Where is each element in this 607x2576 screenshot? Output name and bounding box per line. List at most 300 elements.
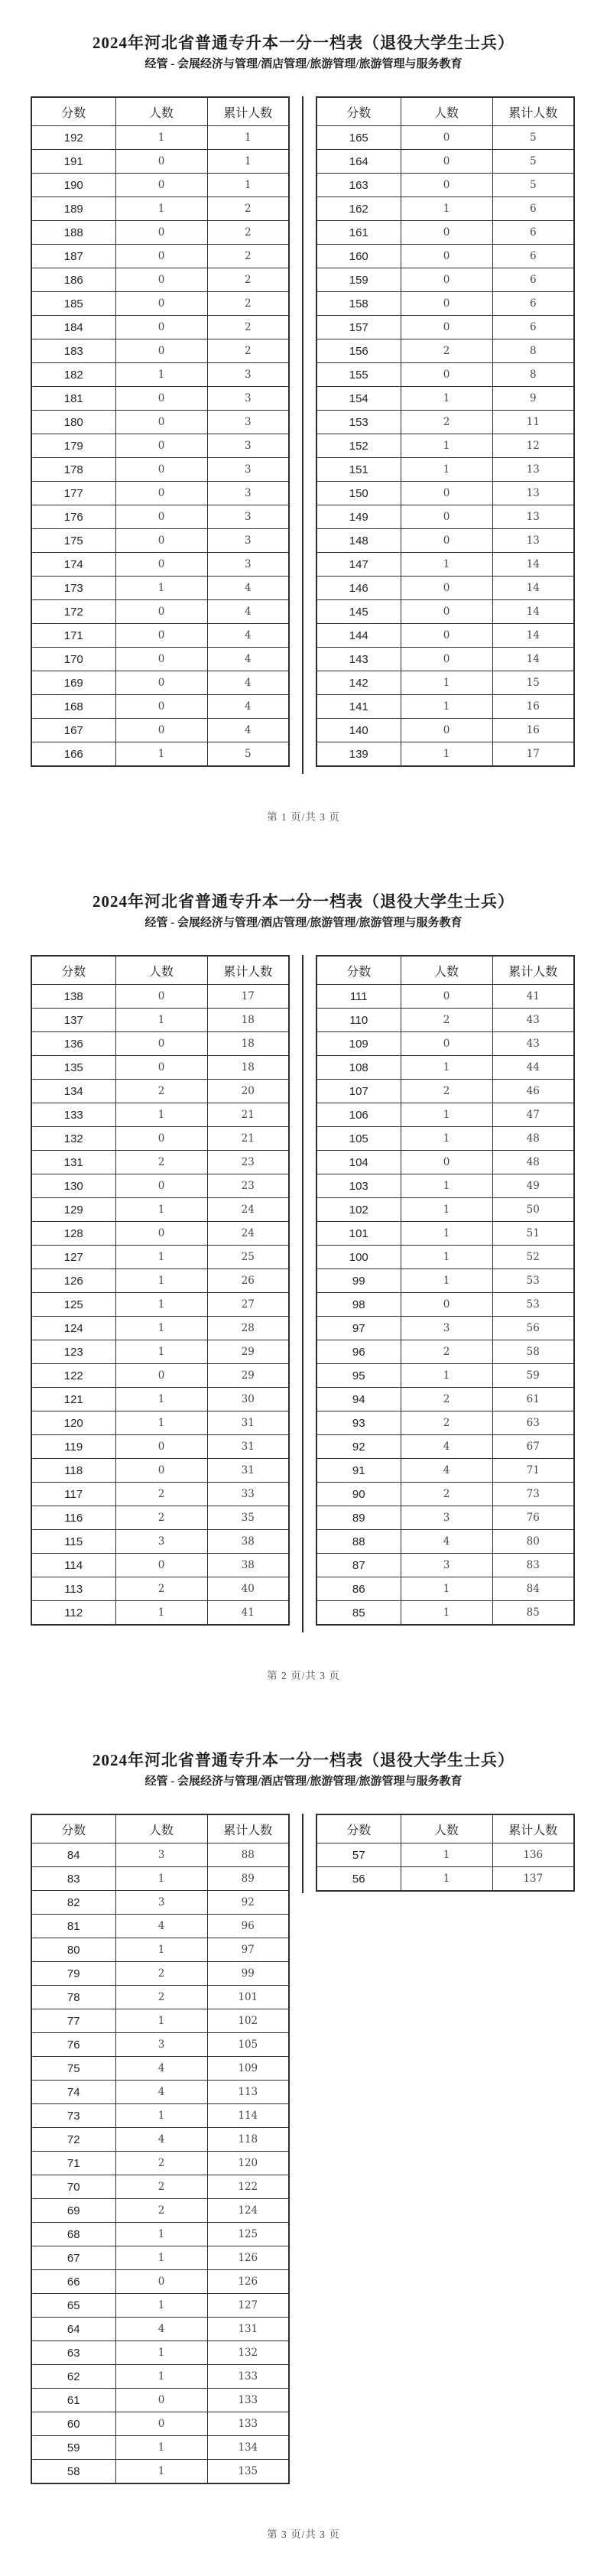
column-header-score: 分数 bbox=[31, 97, 115, 126]
table-row bbox=[31, 197, 289, 221]
table-row bbox=[31, 1364, 289, 1388]
count-cell: 4 bbox=[401, 1459, 492, 1483]
table-row bbox=[316, 505, 574, 529]
count-cell: 1 bbox=[401, 1364, 492, 1388]
table-row bbox=[31, 2294, 289, 2318]
table-row bbox=[316, 742, 574, 767]
table-row bbox=[31, 1915, 289, 1938]
count-cell: 0 bbox=[115, 624, 207, 648]
table-row bbox=[316, 624, 574, 648]
score-cell: 190 bbox=[31, 174, 115, 197]
column-divider-line bbox=[302, 1814, 304, 1893]
score-cell: 116 bbox=[31, 1506, 115, 1530]
table-row bbox=[316, 1198, 574, 1222]
table-row bbox=[31, 1938, 289, 1962]
count-cell: 0 bbox=[401, 268, 492, 292]
cumulative-cell: 92 bbox=[207, 1891, 289, 1915]
score-cell: 73 bbox=[31, 2104, 115, 2128]
table-row bbox=[316, 1246, 574, 1269]
count-cell: 2 bbox=[401, 1080, 492, 1103]
cumulative-cell: 25 bbox=[207, 1246, 289, 1269]
cumulative-cell: 2 bbox=[207, 221, 289, 245]
cumulative-cell: 31 bbox=[207, 1459, 289, 1483]
table-row bbox=[316, 1293, 574, 1317]
column-header-count: 人数 bbox=[115, 97, 207, 126]
table-row bbox=[316, 1222, 574, 1246]
table-row bbox=[316, 363, 574, 387]
cumulative-cell: 15 bbox=[492, 671, 574, 695]
count-cell: 0 bbox=[115, 150, 207, 174]
score-cell: 99 bbox=[316, 1269, 401, 1293]
score-cell: 95 bbox=[316, 1364, 401, 1388]
cumulative-cell: 9 bbox=[492, 387, 574, 411]
cumulative-cell: 16 bbox=[492, 695, 574, 719]
cumulative-cell: 120 bbox=[207, 2152, 289, 2175]
count-cell: 4 bbox=[115, 2128, 207, 2152]
score-cell: 89 bbox=[316, 1506, 401, 1530]
count-cell: 1 bbox=[115, 1388, 207, 1411]
table-row bbox=[31, 1080, 289, 1103]
count-cell: 0 bbox=[401, 1032, 492, 1056]
table-row bbox=[31, 600, 289, 624]
count-cell: 0 bbox=[401, 1151, 492, 1174]
count-cell: 1 bbox=[401, 553, 492, 577]
score-cell: 188 bbox=[31, 221, 115, 245]
cumulative-cell: 31 bbox=[207, 1435, 289, 1459]
cumulative-cell: 13 bbox=[492, 529, 574, 553]
score-cell: 79 bbox=[31, 1962, 115, 1986]
score-cell: 158 bbox=[316, 292, 401, 316]
cumulative-cell: 47 bbox=[492, 1103, 574, 1127]
score-cell: 161 bbox=[316, 221, 401, 245]
table-row bbox=[31, 1340, 289, 1364]
score-table-right bbox=[316, 96, 575, 767]
table-row bbox=[316, 339, 574, 363]
count-cell: 3 bbox=[115, 1843, 207, 1867]
score-cell: 142 bbox=[316, 671, 401, 695]
column-header-score: 分数 bbox=[316, 956, 401, 985]
cumulative-cell: 3 bbox=[207, 458, 289, 482]
cumulative-cell: 56 bbox=[492, 1317, 574, 1340]
cumulative-cell: 4 bbox=[207, 671, 289, 695]
table-row bbox=[31, 2246, 289, 2270]
count-cell: 1 bbox=[115, 1317, 207, 1340]
count-cell: 2 bbox=[401, 339, 492, 363]
column-header-score: 分数 bbox=[316, 1814, 401, 1843]
table-row bbox=[31, 1891, 289, 1915]
table-row bbox=[316, 1340, 574, 1364]
cumulative-cell: 118 bbox=[207, 2128, 289, 2152]
cumulative-cell: 14 bbox=[492, 648, 574, 671]
cumulative-cell: 102 bbox=[207, 2009, 289, 2033]
count-cell: 1 bbox=[401, 1843, 492, 1867]
score-cell: 71 bbox=[31, 2152, 115, 2175]
table-row bbox=[31, 529, 289, 553]
table-row bbox=[31, 1388, 289, 1411]
table-row bbox=[31, 1411, 289, 1435]
column-header-count: 人数 bbox=[401, 97, 492, 126]
count-cell: 1 bbox=[115, 2460, 207, 2484]
count-cell: 0 bbox=[401, 719, 492, 742]
score-cell: 115 bbox=[31, 1530, 115, 1554]
score-cell: 133 bbox=[31, 1103, 115, 1127]
cumulative-cell: 44 bbox=[492, 1056, 574, 1080]
count-cell: 1 bbox=[115, 577, 207, 600]
cumulative-cell: 13 bbox=[492, 482, 574, 505]
column-header-cumulative: 累计人数 bbox=[492, 97, 574, 126]
count-cell: 0 bbox=[401, 648, 492, 671]
table-row bbox=[31, 268, 289, 292]
header-row bbox=[316, 956, 574, 985]
table-row bbox=[31, 671, 289, 695]
table-row bbox=[316, 1056, 574, 1080]
cumulative-cell: 97 bbox=[207, 1938, 289, 1962]
cumulative-cell: 20 bbox=[207, 1080, 289, 1103]
table-row bbox=[31, 411, 289, 434]
count-cell: 1 bbox=[115, 2341, 207, 2365]
score-cell: 60 bbox=[31, 2412, 115, 2436]
cumulative-cell: 3 bbox=[207, 363, 289, 387]
score-cell: 144 bbox=[316, 624, 401, 648]
count-cell: 0 bbox=[401, 600, 492, 624]
table-row bbox=[31, 1577, 289, 1601]
table-row bbox=[316, 1364, 574, 1388]
table-row bbox=[31, 553, 289, 577]
count-cell: 1 bbox=[115, 1293, 207, 1317]
cumulative-cell: 126 bbox=[207, 2246, 289, 2270]
score-cell: 173 bbox=[31, 577, 115, 600]
cumulative-cell: 105 bbox=[207, 2033, 289, 2057]
count-cell: 2 bbox=[115, 2175, 207, 2199]
cumulative-cell: 11 bbox=[492, 411, 574, 434]
count-cell: 0 bbox=[115, 1032, 207, 1056]
count-cell: 0 bbox=[401, 577, 492, 600]
column-header-score: 分数 bbox=[31, 1814, 115, 1843]
page-subtitle: 经管 - 会展经济与管理/酒店管理/旅游管理/旅游管理与服务教育 bbox=[144, 58, 463, 70]
table-row bbox=[31, 719, 289, 742]
cumulative-cell: 38 bbox=[207, 1530, 289, 1554]
score-cell: 178 bbox=[31, 458, 115, 482]
score-cell: 117 bbox=[31, 1483, 115, 1506]
column-header-count: 人数 bbox=[115, 956, 207, 985]
table-row bbox=[316, 1601, 574, 1626]
table-row bbox=[316, 411, 574, 434]
count-cell: 0 bbox=[401, 363, 492, 387]
header-row bbox=[316, 1814, 574, 1843]
table-row bbox=[31, 1554, 289, 1577]
score-cell: 156 bbox=[316, 339, 401, 363]
score-cell: 111 bbox=[316, 985, 401, 1009]
table-row bbox=[316, 197, 574, 221]
table-row bbox=[316, 1009, 574, 1032]
table-row bbox=[316, 1103, 574, 1127]
cumulative-cell: 61 bbox=[492, 1388, 574, 1411]
cumulative-cell: 5 bbox=[207, 742, 289, 767]
table-row bbox=[316, 126, 574, 150]
cumulative-cell: 12 bbox=[492, 434, 574, 458]
table-row bbox=[31, 1986, 289, 2009]
table-row bbox=[31, 1317, 289, 1340]
score-cell: 93 bbox=[316, 1411, 401, 1435]
score-cell: 56 bbox=[316, 1867, 401, 1892]
score-cell: 77 bbox=[31, 2009, 115, 2033]
count-cell: 0 bbox=[115, 2412, 207, 2436]
table-row bbox=[31, 2033, 289, 2057]
table-row bbox=[31, 1506, 289, 1530]
score-cell: 183 bbox=[31, 339, 115, 363]
cumulative-cell: 5 bbox=[492, 174, 574, 197]
table-row bbox=[316, 1577, 574, 1601]
table-row bbox=[31, 363, 289, 387]
count-cell: 1 bbox=[115, 1340, 207, 1364]
count-cell: 0 bbox=[401, 150, 492, 174]
score-cell: 86 bbox=[316, 1577, 401, 1601]
cumulative-cell: 30 bbox=[207, 1388, 289, 1411]
count-cell: 1 bbox=[115, 197, 207, 221]
table-row bbox=[316, 245, 574, 268]
table-row bbox=[31, 1222, 289, 1246]
table-row bbox=[31, 1435, 289, 1459]
count-cell: 1 bbox=[401, 1103, 492, 1127]
table-row bbox=[31, 985, 289, 1009]
table-row bbox=[31, 126, 289, 150]
count-cell: 2 bbox=[401, 1009, 492, 1032]
count-cell: 1 bbox=[401, 1222, 492, 1246]
count-cell: 1 bbox=[115, 2365, 207, 2389]
count-cell: 4 bbox=[115, 2081, 207, 2104]
count-cell: 1 bbox=[115, 1938, 207, 1962]
count-cell: 0 bbox=[115, 458, 207, 482]
table-row bbox=[316, 292, 574, 316]
table-row bbox=[316, 1483, 574, 1506]
count-cell: 1 bbox=[401, 387, 492, 411]
cumulative-cell: 51 bbox=[492, 1222, 574, 1246]
score-cell: 123 bbox=[31, 1340, 115, 1364]
score-cell: 135 bbox=[31, 1056, 115, 1080]
cumulative-cell: 76 bbox=[492, 1506, 574, 1530]
cumulative-cell: 125 bbox=[207, 2223, 289, 2246]
table-row bbox=[31, 695, 289, 719]
count-cell: 1 bbox=[401, 197, 492, 221]
count-cell: 0 bbox=[115, 339, 207, 363]
score-cell: 182 bbox=[31, 363, 115, 387]
score-cell: 112 bbox=[31, 1601, 115, 1626]
table-row bbox=[31, 1530, 289, 1554]
count-cell: 0 bbox=[401, 316, 492, 339]
cumulative-cell: 122 bbox=[207, 2175, 289, 2199]
count-cell: 2 bbox=[115, 1080, 207, 1103]
count-cell: 1 bbox=[115, 2104, 207, 2128]
cumulative-cell: 67 bbox=[492, 1435, 574, 1459]
table-row bbox=[31, 1601, 289, 1626]
cumulative-cell: 1 bbox=[207, 174, 289, 197]
cumulative-cell: 24 bbox=[207, 1198, 289, 1222]
score-cell: 141 bbox=[316, 695, 401, 719]
table-row bbox=[31, 742, 289, 767]
score-cell: 78 bbox=[31, 1986, 115, 2009]
column-header-cumulative: 累计人数 bbox=[207, 1814, 289, 1843]
table-row bbox=[31, 2270, 289, 2294]
table-row bbox=[31, 2365, 289, 2389]
table-row bbox=[316, 174, 574, 197]
cumulative-cell: 27 bbox=[207, 1293, 289, 1317]
score-cell: 110 bbox=[316, 1009, 401, 1032]
count-cell: 3 bbox=[401, 1317, 492, 1340]
count-cell: 1 bbox=[401, 1198, 492, 1222]
page-3 bbox=[0, 1717, 607, 2576]
count-cell: 1 bbox=[115, 2009, 207, 2033]
count-cell: 2 bbox=[401, 1340, 492, 1364]
count-cell: 0 bbox=[115, 174, 207, 197]
count-cell: 0 bbox=[115, 553, 207, 577]
cumulative-cell: 17 bbox=[492, 742, 574, 767]
score-cell: 68 bbox=[31, 2223, 115, 2246]
cumulative-cell: 16 bbox=[492, 719, 574, 742]
count-cell: 0 bbox=[401, 174, 492, 197]
score-cell: 62 bbox=[31, 2365, 115, 2389]
table-row bbox=[31, 505, 289, 529]
count-cell: 4 bbox=[401, 1530, 492, 1554]
count-cell: 4 bbox=[115, 1915, 207, 1938]
cumulative-cell: 41 bbox=[207, 1601, 289, 1626]
cumulative-cell: 2 bbox=[207, 245, 289, 268]
table-row bbox=[31, 2460, 289, 2484]
table-row bbox=[31, 1962, 289, 1986]
table-row bbox=[31, 1174, 289, 1198]
count-cell: 0 bbox=[115, 2389, 207, 2412]
count-cell: 1 bbox=[115, 1269, 207, 1293]
count-cell: 2 bbox=[115, 1962, 207, 1986]
count-cell: 1 bbox=[115, 363, 207, 387]
table-row bbox=[31, 245, 289, 268]
score-cell: 107 bbox=[316, 1080, 401, 1103]
table-row bbox=[31, 174, 289, 197]
cumulative-cell: 6 bbox=[492, 292, 574, 316]
column-header-count: 人数 bbox=[401, 1814, 492, 1843]
table-row bbox=[316, 719, 574, 742]
cumulative-cell: 136 bbox=[492, 1843, 574, 1867]
score-cell: 105 bbox=[316, 1127, 401, 1151]
cumulative-cell: 4 bbox=[207, 624, 289, 648]
cumulative-cell: 14 bbox=[492, 577, 574, 600]
count-cell: 0 bbox=[115, 1364, 207, 1388]
score-cell: 121 bbox=[31, 1388, 115, 1411]
count-cell: 1 bbox=[401, 1174, 492, 1198]
table-row bbox=[31, 2412, 289, 2436]
score-cell: 185 bbox=[31, 292, 115, 316]
page-footer: 第 3 页/共 3 页 bbox=[267, 2529, 340, 2540]
page-title: 2024年河北省普通专升本一分一档表（退役大学生士兵） bbox=[93, 34, 514, 52]
count-cell: 0 bbox=[115, 1459, 207, 1483]
count-cell: 1 bbox=[115, 1103, 207, 1127]
cumulative-cell: 114 bbox=[207, 2104, 289, 2128]
table-row bbox=[31, 387, 289, 411]
score-cell: 153 bbox=[316, 411, 401, 434]
column-header-cumulative: 累计人数 bbox=[492, 956, 574, 985]
table-row bbox=[316, 577, 574, 600]
score-cell: 168 bbox=[31, 695, 115, 719]
table-row bbox=[31, 1483, 289, 1506]
cumulative-cell: 50 bbox=[492, 1198, 574, 1222]
count-cell: 1 bbox=[115, 1246, 207, 1269]
cumulative-cell: 21 bbox=[207, 1127, 289, 1151]
cumulative-cell: 13 bbox=[492, 505, 574, 529]
cumulative-cell: 4 bbox=[207, 719, 289, 742]
cumulative-cell: 6 bbox=[492, 245, 574, 268]
cumulative-cell: 2 bbox=[207, 316, 289, 339]
score-cell: 154 bbox=[316, 387, 401, 411]
table-row bbox=[31, 2341, 289, 2365]
cumulative-cell: 101 bbox=[207, 1986, 289, 2009]
table-row bbox=[31, 1103, 289, 1127]
score-cell: 145 bbox=[316, 600, 401, 624]
score-cell: 140 bbox=[316, 719, 401, 742]
cumulative-cell: 63 bbox=[492, 1411, 574, 1435]
score-cell: 146 bbox=[316, 577, 401, 600]
score-cell: 167 bbox=[31, 719, 115, 742]
cumulative-cell: 52 bbox=[492, 1246, 574, 1269]
score-table-left bbox=[31, 96, 290, 767]
cumulative-cell: 84 bbox=[492, 1577, 574, 1601]
table-row bbox=[31, 1009, 289, 1032]
table-row bbox=[31, 2436, 289, 2460]
table-row bbox=[31, 2223, 289, 2246]
cumulative-cell: 96 bbox=[207, 1915, 289, 1938]
count-cell: 1 bbox=[115, 1198, 207, 1222]
count-cell: 1 bbox=[115, 2246, 207, 2270]
table-row bbox=[31, 577, 289, 600]
cumulative-cell: 33 bbox=[207, 1483, 289, 1506]
count-cell: 0 bbox=[115, 1174, 207, 1198]
count-cell: 1 bbox=[115, 1867, 207, 1891]
score-cell: 169 bbox=[31, 671, 115, 695]
count-cell: 0 bbox=[401, 245, 492, 268]
score-cell: 132 bbox=[31, 1127, 115, 1151]
count-cell: 1 bbox=[115, 1411, 207, 1435]
count-cell: 0 bbox=[401, 624, 492, 648]
score-cell: 108 bbox=[316, 1056, 401, 1080]
count-cell: 0 bbox=[115, 316, 207, 339]
header-row bbox=[31, 97, 289, 126]
table-row bbox=[316, 1317, 574, 1340]
table-row bbox=[31, 458, 289, 482]
score-cell: 72 bbox=[31, 2128, 115, 2152]
count-cell: 1 bbox=[115, 2223, 207, 2246]
table-row bbox=[316, 985, 574, 1009]
score-cell: 143 bbox=[316, 648, 401, 671]
cumulative-cell: 99 bbox=[207, 1962, 289, 1986]
page-title: 2024年河北省普通专升本一分一档表（退役大学生士兵） bbox=[93, 1751, 514, 1769]
count-cell: 1 bbox=[401, 671, 492, 695]
score-cell: 80 bbox=[31, 1938, 115, 1962]
score-cell: 139 bbox=[316, 742, 401, 767]
cumulative-cell: 80 bbox=[492, 1530, 574, 1554]
score-cell: 88 bbox=[316, 1530, 401, 1554]
score-cell: 66 bbox=[31, 2270, 115, 2294]
score-cell: 181 bbox=[31, 387, 115, 411]
score-cell: 138 bbox=[31, 985, 115, 1009]
cumulative-cell: 29 bbox=[207, 1340, 289, 1364]
count-cell: 2 bbox=[115, 1506, 207, 1530]
cumulative-cell: 133 bbox=[207, 2412, 289, 2436]
table-row bbox=[316, 1080, 574, 1103]
score-cell: 160 bbox=[316, 245, 401, 268]
table-row bbox=[31, 1246, 289, 1269]
cumulative-cell: 8 bbox=[492, 339, 574, 363]
score-cell: 118 bbox=[31, 1459, 115, 1483]
count-cell: 0 bbox=[115, 268, 207, 292]
count-cell: 0 bbox=[115, 985, 207, 1009]
